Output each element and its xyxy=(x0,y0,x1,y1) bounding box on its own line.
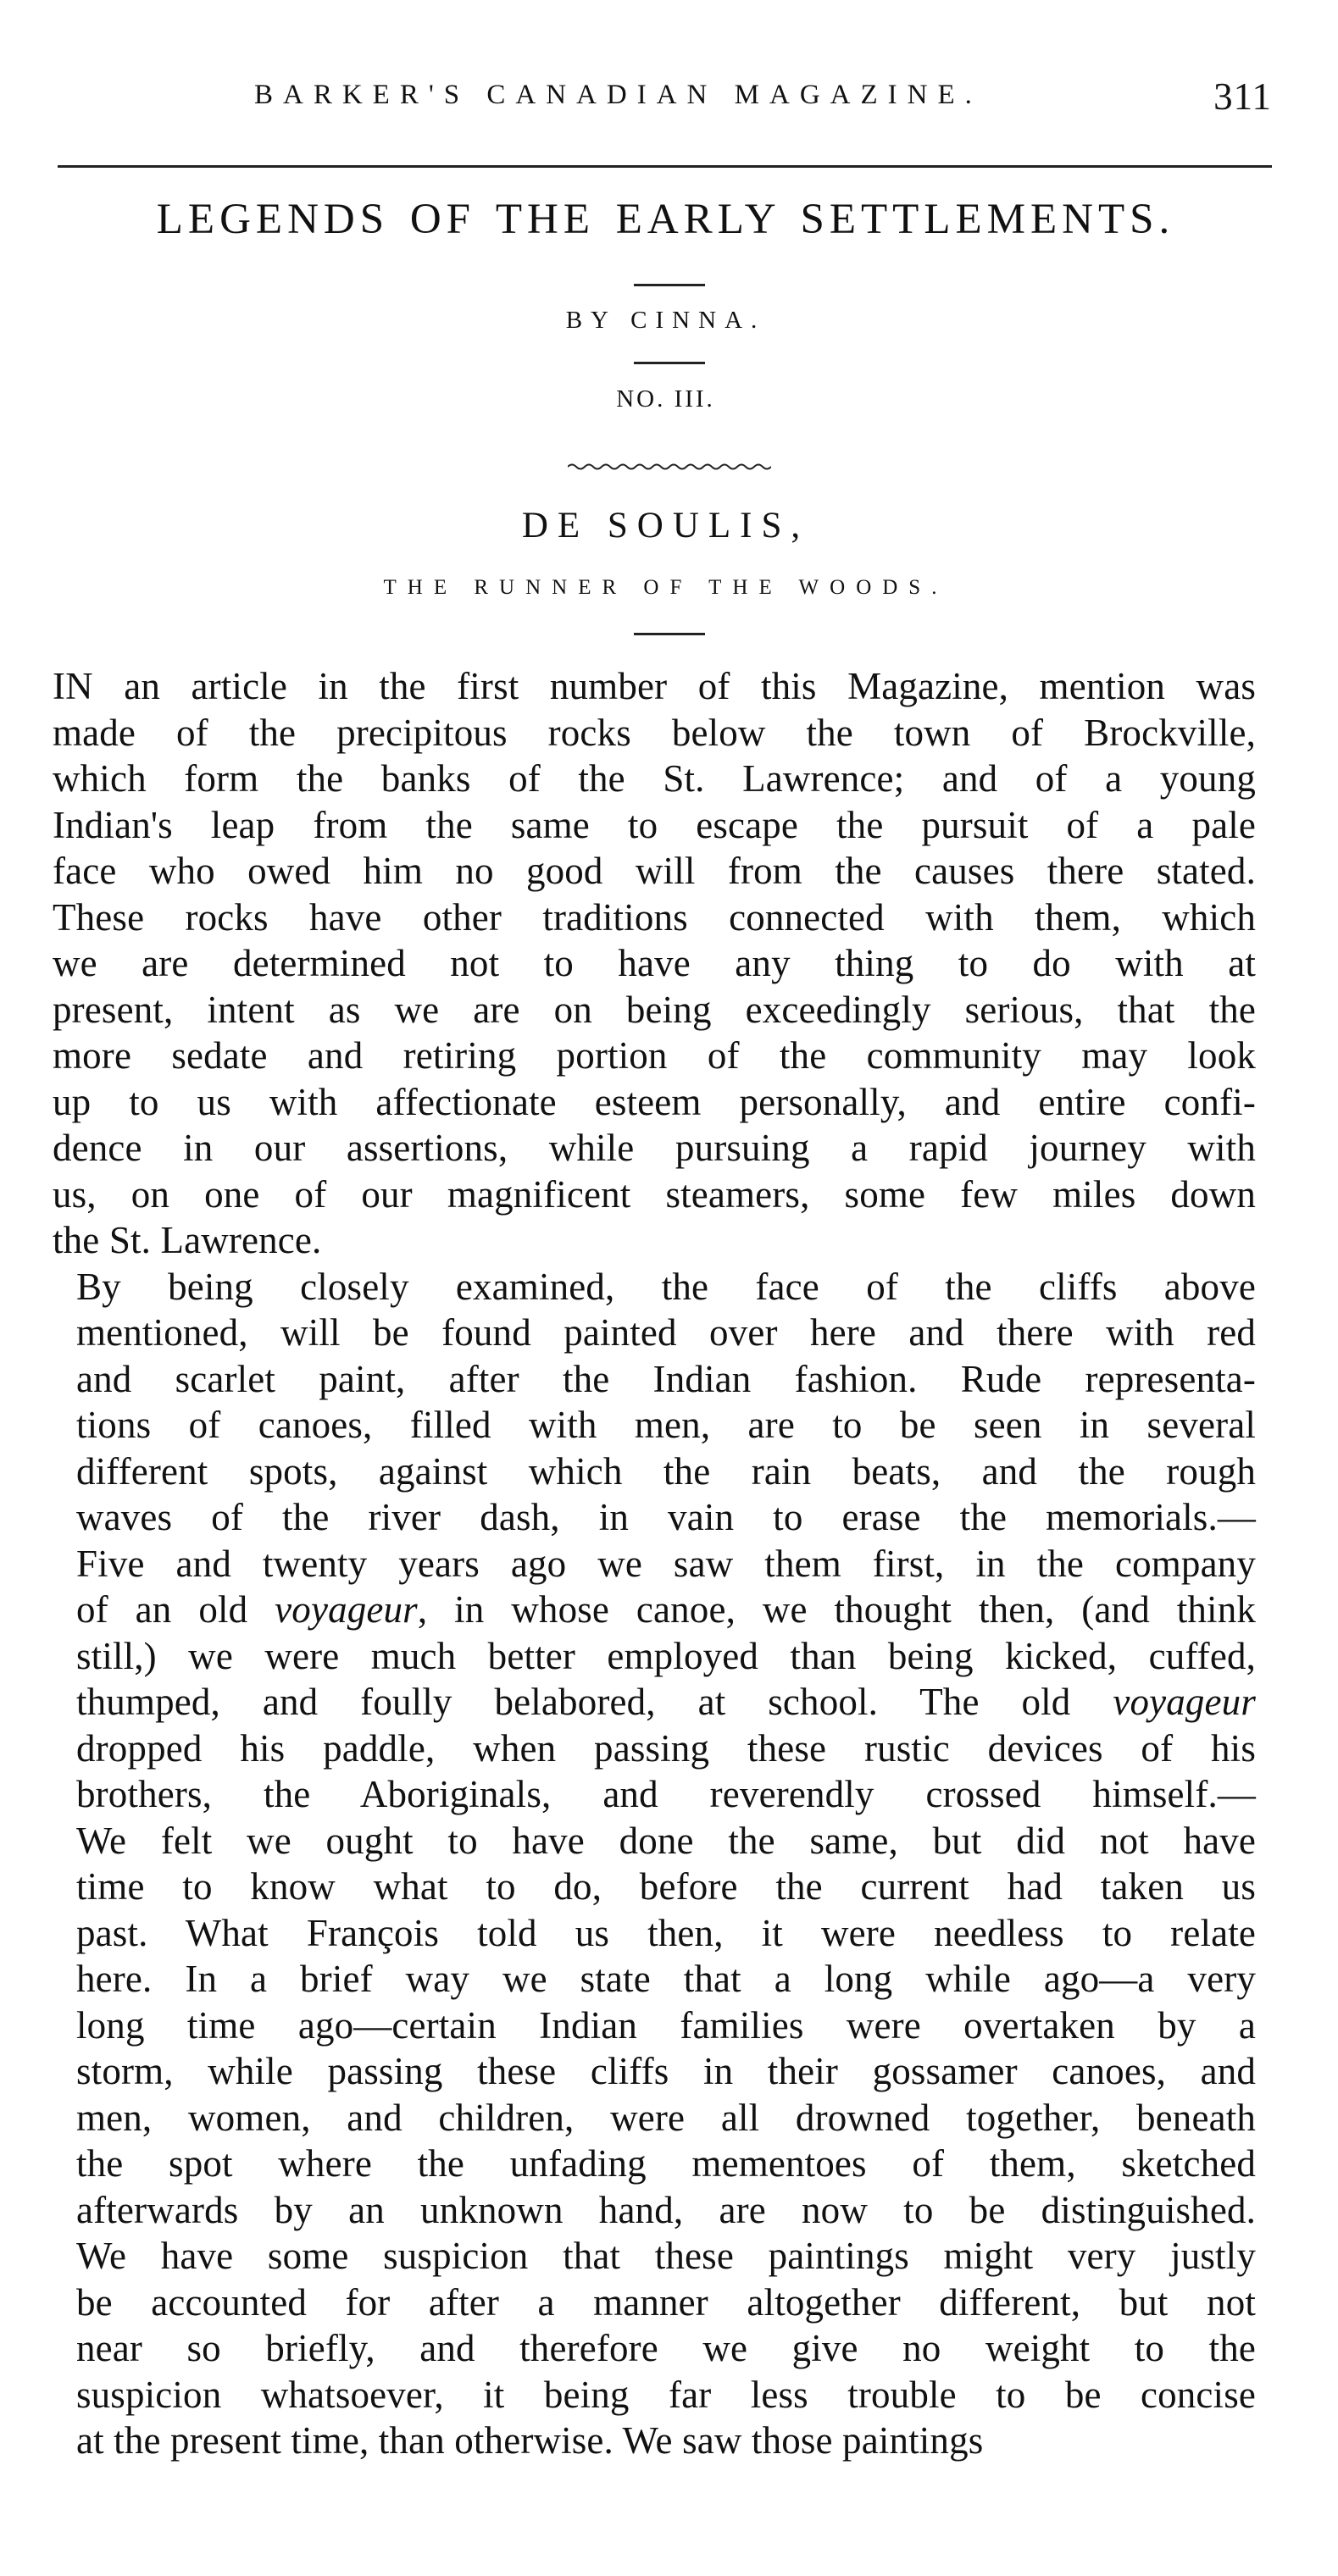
text-line: present, intent as we are on being exceedingly serious, that the xyxy=(53,988,1256,1031)
text-line: brothers, the Aboriginals, and reverendly crossed himself.— xyxy=(76,1773,1256,1815)
text-line: at the present time, than otherwise. We saw those paintings xyxy=(76,2419,984,2462)
title-divider xyxy=(634,284,705,286)
text-line: storm, while passing these cliffs in their gossamer canoes, and xyxy=(76,2050,1256,2092)
text-line: the spot where the unfading mementoes of them, sketched xyxy=(76,2142,1256,2185)
paragraph-1 xyxy=(53,663,1256,1264)
subtitle-divider xyxy=(634,633,705,635)
text-line: tions of canoes, filled with men, are to be seen in several xyxy=(76,1404,1256,1446)
text-line: us, on one of our magnificent steamers, some few miles down xyxy=(53,1172,1256,1216)
text-line: up to us with affectionate esteem personally, and entire confi- xyxy=(53,1080,1256,1123)
page-number: 311 xyxy=(1213,75,1272,118)
text-line: face who owed him no good will from the causes there stated. xyxy=(53,850,1256,892)
text-line: men, women, and children, were all drowned together, beneath xyxy=(76,2096,1256,2139)
text-line: mentioned, will be found painted over here and there with red xyxy=(76,1311,1256,1354)
text-line: IN an article in the first number of this Magazine, mention was xyxy=(53,665,1256,707)
paragraph-2 xyxy=(53,1264,1256,2464)
text-line: dence in our assertions, while pursuing a rapid journey with xyxy=(53,1127,1256,1169)
text-line: which form the banks of the St. Lawrence; and of a young xyxy=(53,757,1256,800)
text-line: Five and twenty years ago we saw them first, in the company xyxy=(76,1542,1256,1585)
story-title: DE SOULIS, xyxy=(521,506,810,546)
text-line: still,) we were much better employed than being kicked, cuffed, xyxy=(76,1634,1256,1677)
text-line: past. What François told us then, it were needless to relate xyxy=(76,1911,1256,1954)
text-line: we are determined not to have any thing to do with at xyxy=(53,942,1256,984)
text-line: and scarlet paint, after the Indian fashion. Rude representa- xyxy=(76,1357,1256,1400)
byline-divider xyxy=(634,362,705,364)
text-line: here. In a brief way we state that a long while ago—a very xyxy=(76,1958,1256,2000)
text-line: different spots, against which the rain beats, and the rough xyxy=(76,1449,1256,1493)
installment-number: NO. III. xyxy=(616,385,715,413)
text-line: the St. Lawrence. xyxy=(53,1219,322,1261)
text-line: afterwards by an unknown hand, are now to be distinguished. xyxy=(76,2188,1256,2231)
article-title: LEGENDS OF THE EARLY SETTLEMENTS. xyxy=(156,196,1175,243)
running-title: BARKER'S CANADIAN MAGAZINE. xyxy=(254,80,982,110)
text-line: dropped his paddle, when passing these rustic devices of his xyxy=(76,1726,1256,1770)
text-line: time to know what to do, before the current had taken us xyxy=(76,1865,1256,1908)
running-header xyxy=(59,75,1272,134)
story-subtitle: THE RUNNER OF THE WOODS. xyxy=(383,576,948,599)
text-line: of an old voyageur, in whose canoe, we thought then, (and think xyxy=(76,1588,1256,1631)
text-line: By being closely examined, the face of the cliffs above xyxy=(76,1265,1256,1308)
text-line: We have some suspicion that these paintings might very justly xyxy=(76,2235,1256,2277)
text-line: near so briefly, and therefore we give no weight to the xyxy=(76,2327,1256,2369)
byline: BY CINNA. xyxy=(565,307,766,334)
text-line: suspicion whatsoever, it being far less trouble to be concise xyxy=(76,2373,1256,2416)
text-line: more sedate and retiring portion of the community may look xyxy=(53,1034,1256,1077)
header-rule xyxy=(58,165,1272,168)
wavy-divider xyxy=(568,463,771,471)
text-line: thumped, and foully belabored, at school. The old voyageur xyxy=(76,1681,1256,1723)
text-line: Indian's leap from the same to escape the pursuit of a pale xyxy=(53,803,1256,846)
text-line: be accounted for after a manner altogether different, but not xyxy=(76,2280,1256,2324)
text-line: We felt we ought to have done the same, but did not have xyxy=(76,1819,1256,1862)
text-line: made of the precipitous rocks below the town of Brockville, xyxy=(53,711,1256,754)
text-line: waves of the river dash, in vain to erase the memorials.— xyxy=(76,1496,1256,1538)
article-body xyxy=(53,663,1256,2464)
text-line: long time ago—certain Indian families were overtaken by a xyxy=(76,2003,1256,2047)
text-line: These rocks have other traditions connected with them, which xyxy=(53,895,1256,939)
